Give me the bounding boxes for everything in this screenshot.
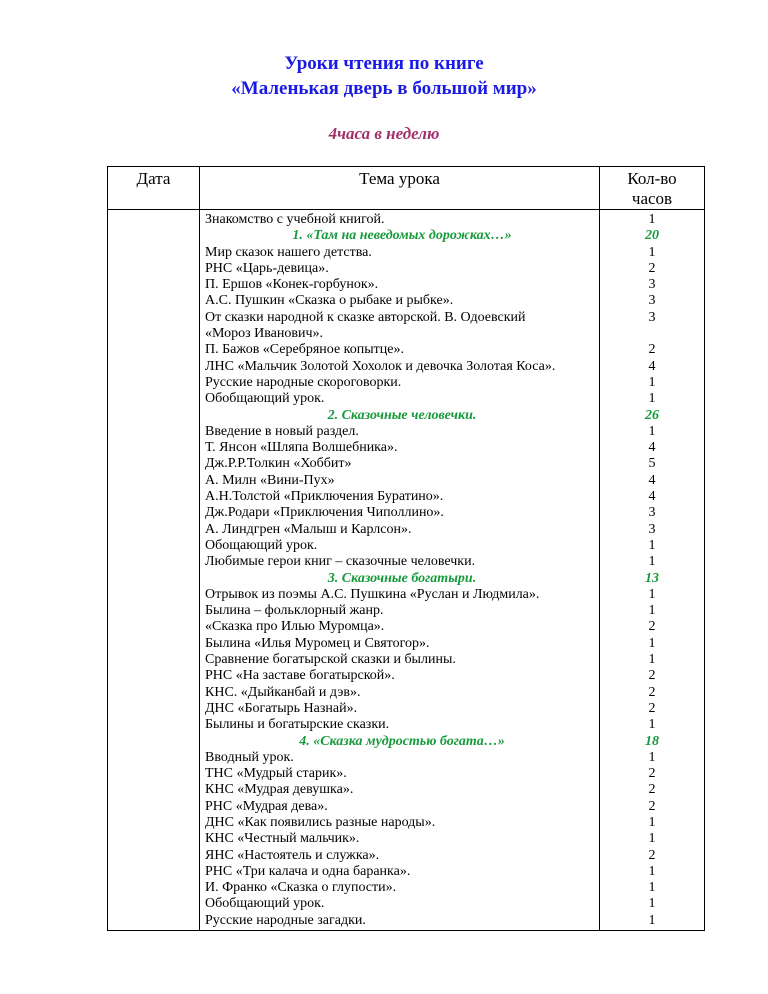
lesson-hours: 3: [648, 505, 656, 521]
hours-cell: [600, 210, 705, 931]
lesson-topic: Обобщающий урок.: [205, 391, 325, 407]
lesson-topic: ДНС «Богатырь Назнай».: [205, 700, 358, 716]
lesson-hours: 2: [648, 847, 656, 863]
lesson-topic: РНС «Царь-девица».: [205, 260, 329, 276]
table-body-row: [108, 210, 705, 931]
table-header-row: [108, 167, 705, 210]
section-heading: 1. «Там на неведомых дорожках…»: [292, 228, 512, 244]
lesson-hours: 1: [648, 244, 656, 260]
lesson-topic: Былина «Илья Муромец и Святогор».: [205, 635, 430, 651]
lesson-hours: 2: [648, 668, 656, 684]
lesson-hours: 1: [648, 212, 656, 227]
lesson-topic: ЯНС «Настоятель и служка».: [205, 847, 380, 863]
lesson-hours: 1: [648, 717, 656, 733]
lesson-topic: КНС. «Дыйканбай и дэв».: [205, 684, 361, 700]
lesson-topic: Дж.Родари «Приключения Чиполлино».: [205, 505, 444, 521]
document-title-line2: «Маленькая дверь в большой мир»: [231, 78, 537, 99]
section-heading: 3. Сказочные богатыри.: [327, 570, 477, 586]
lesson-hours: 1: [648, 880, 656, 896]
lesson-hours: 2: [648, 782, 656, 798]
lesson-topic: А. Линдгрен «Малыш и Карлсон».: [205, 521, 412, 537]
lesson-hours: 1: [648, 814, 656, 830]
lesson-topic: Знакомство с учебной книгой.: [205, 212, 385, 227]
section-hours: 20: [645, 228, 659, 244]
lesson-hours: 3: [648, 521, 656, 537]
lesson-hours: 2: [648, 766, 656, 782]
lesson-hours: 1: [648, 749, 656, 765]
lesson-topic: РНС «На заставе богатырской».: [205, 668, 395, 684]
lesson-hours: 1: [648, 912, 656, 928]
lesson-plan-table: [107, 166, 705, 931]
lesson-topic: ДНС «Как появились разные народы».: [205, 814, 436, 830]
lesson-topic: Обощающий урок.: [205, 537, 318, 553]
lesson-topic: Русские народные скороговорки.: [205, 374, 402, 390]
lesson-hours: 4: [648, 489, 656, 505]
lesson-hours: 5: [648, 456, 656, 472]
lesson-hours: 1: [648, 554, 656, 570]
lesson-topic: Отрывок из поэмы А.С. Пушкина «Руслан и Людмила».: [205, 586, 540, 602]
lesson-hours: 4: [648, 472, 656, 488]
lesson-topic: Обобщающий урок.: [205, 896, 325, 912]
lesson-topic: А.С. Пушкин «Сказка о рыбаке и рыбке».: [205, 293, 454, 309]
document-title-line1: Уроки чтения по книге: [284, 53, 484, 74]
lesson-hours: 1: [648, 896, 656, 912]
lesson-topic: Былины и богатырские сказки.: [205, 717, 390, 733]
lesson-topic: «Мороз Иванович».: [205, 326, 324, 342]
lesson-topic: П. Ершов «Конек-горбунок».: [205, 277, 379, 293]
lesson-hours: 3: [648, 309, 656, 325]
lesson-topic: Былина – фольклорный жанр.: [205, 603, 384, 619]
lesson-topic: Вводный урок.: [205, 749, 294, 765]
header-hours-line2: часов: [631, 189, 673, 208]
lesson-hours: 2: [648, 798, 656, 814]
lesson-hours: 2: [648, 260, 656, 276]
lesson-hours: 1: [648, 423, 656, 439]
lesson-topic: ТНС «Мудрый старик».: [205, 766, 347, 782]
lesson-hours: 4: [648, 358, 656, 374]
lesson-topic: А. Милн «Вини-Пух»: [205, 472, 335, 488]
lesson-hours: 1: [648, 831, 656, 847]
lesson-topic: КНС «Мудрая девушка».: [205, 782, 354, 798]
section-hours: 13: [645, 570, 659, 586]
lesson-hours: 4: [648, 440, 656, 456]
lesson-topic: Т. Янсон «Шляпа Волшебника».: [205, 440, 398, 456]
lesson-topic: Мир сказок нашего детства.: [205, 244, 372, 260]
lesson-hours: 1: [648, 652, 656, 668]
lesson-hours: [600, 326, 704, 342]
lesson-hours: 2: [648, 342, 656, 358]
lesson-topic: Любимые герои книг – сказочные человечки.: [205, 554, 476, 570]
section-hours: 18: [645, 733, 659, 749]
lesson-hours: 1: [648, 586, 656, 602]
lesson-hours: 3: [648, 293, 656, 309]
header-date: Дата: [108, 167, 200, 210]
lesson-topic: РНС «Мудрая дева».: [205, 798, 328, 814]
header-hours-line1: Кол-во: [627, 169, 677, 188]
date-cell: [108, 210, 200, 931]
document-subtitle: 4часа в неделю: [328, 124, 440, 143]
lesson-topic: П. Бажов «Серебряное копытце».: [205, 342, 404, 358]
lesson-topic: Сравнение богатырской сказки и былины.: [205, 652, 456, 668]
lesson-topic: Введение в новый раздел.: [205, 423, 359, 439]
lesson-hours: 1: [648, 391, 656, 407]
lesson-topic: ЛНС «Мальчик Золотой Хохолок и девочка Золотая Коса».: [205, 358, 556, 374]
lesson-hours: 1: [648, 603, 656, 619]
section-hours: 26: [645, 407, 659, 423]
lesson-hours: 1: [648, 635, 656, 651]
lesson-topic: А.Н.Толстой «Приключения Буратино».: [205, 489, 444, 505]
lesson-topic: «Сказка про Илью Муромца».: [205, 619, 385, 635]
lesson-hours: 1: [648, 863, 656, 879]
lesson-topic: И. Франко «Сказка о глупости».: [205, 880, 397, 896]
section-heading: 2. Сказочные человечки.: [327, 407, 477, 423]
lesson-hours: 3: [648, 277, 656, 293]
header-hours: [600, 167, 705, 210]
lesson-hours: 1: [648, 374, 656, 390]
lesson-hours: 2: [648, 700, 656, 716]
topics-cell: [200, 210, 600, 931]
header-topic: Тема урока: [200, 167, 600, 210]
lesson-topic: КНС «Честный мальчик».: [205, 831, 360, 847]
section-heading: 4. «Сказка мудростью богата…»: [299, 733, 505, 749]
lesson-topic: Дж.Р.Р.Толкин «Хоббит»: [205, 456, 352, 472]
lesson-hours: 1: [648, 537, 656, 553]
lesson-hours: 2: [648, 619, 656, 635]
lesson-topic: Русские народные загадки.: [205, 912, 366, 928]
lesson-topic: От сказки народной к сказке авторской. В. Одоевский: [205, 309, 526, 325]
lesson-topic: РНС «Три калача и одна баранка».: [205, 863, 411, 879]
lesson-hours: 2: [648, 684, 656, 700]
